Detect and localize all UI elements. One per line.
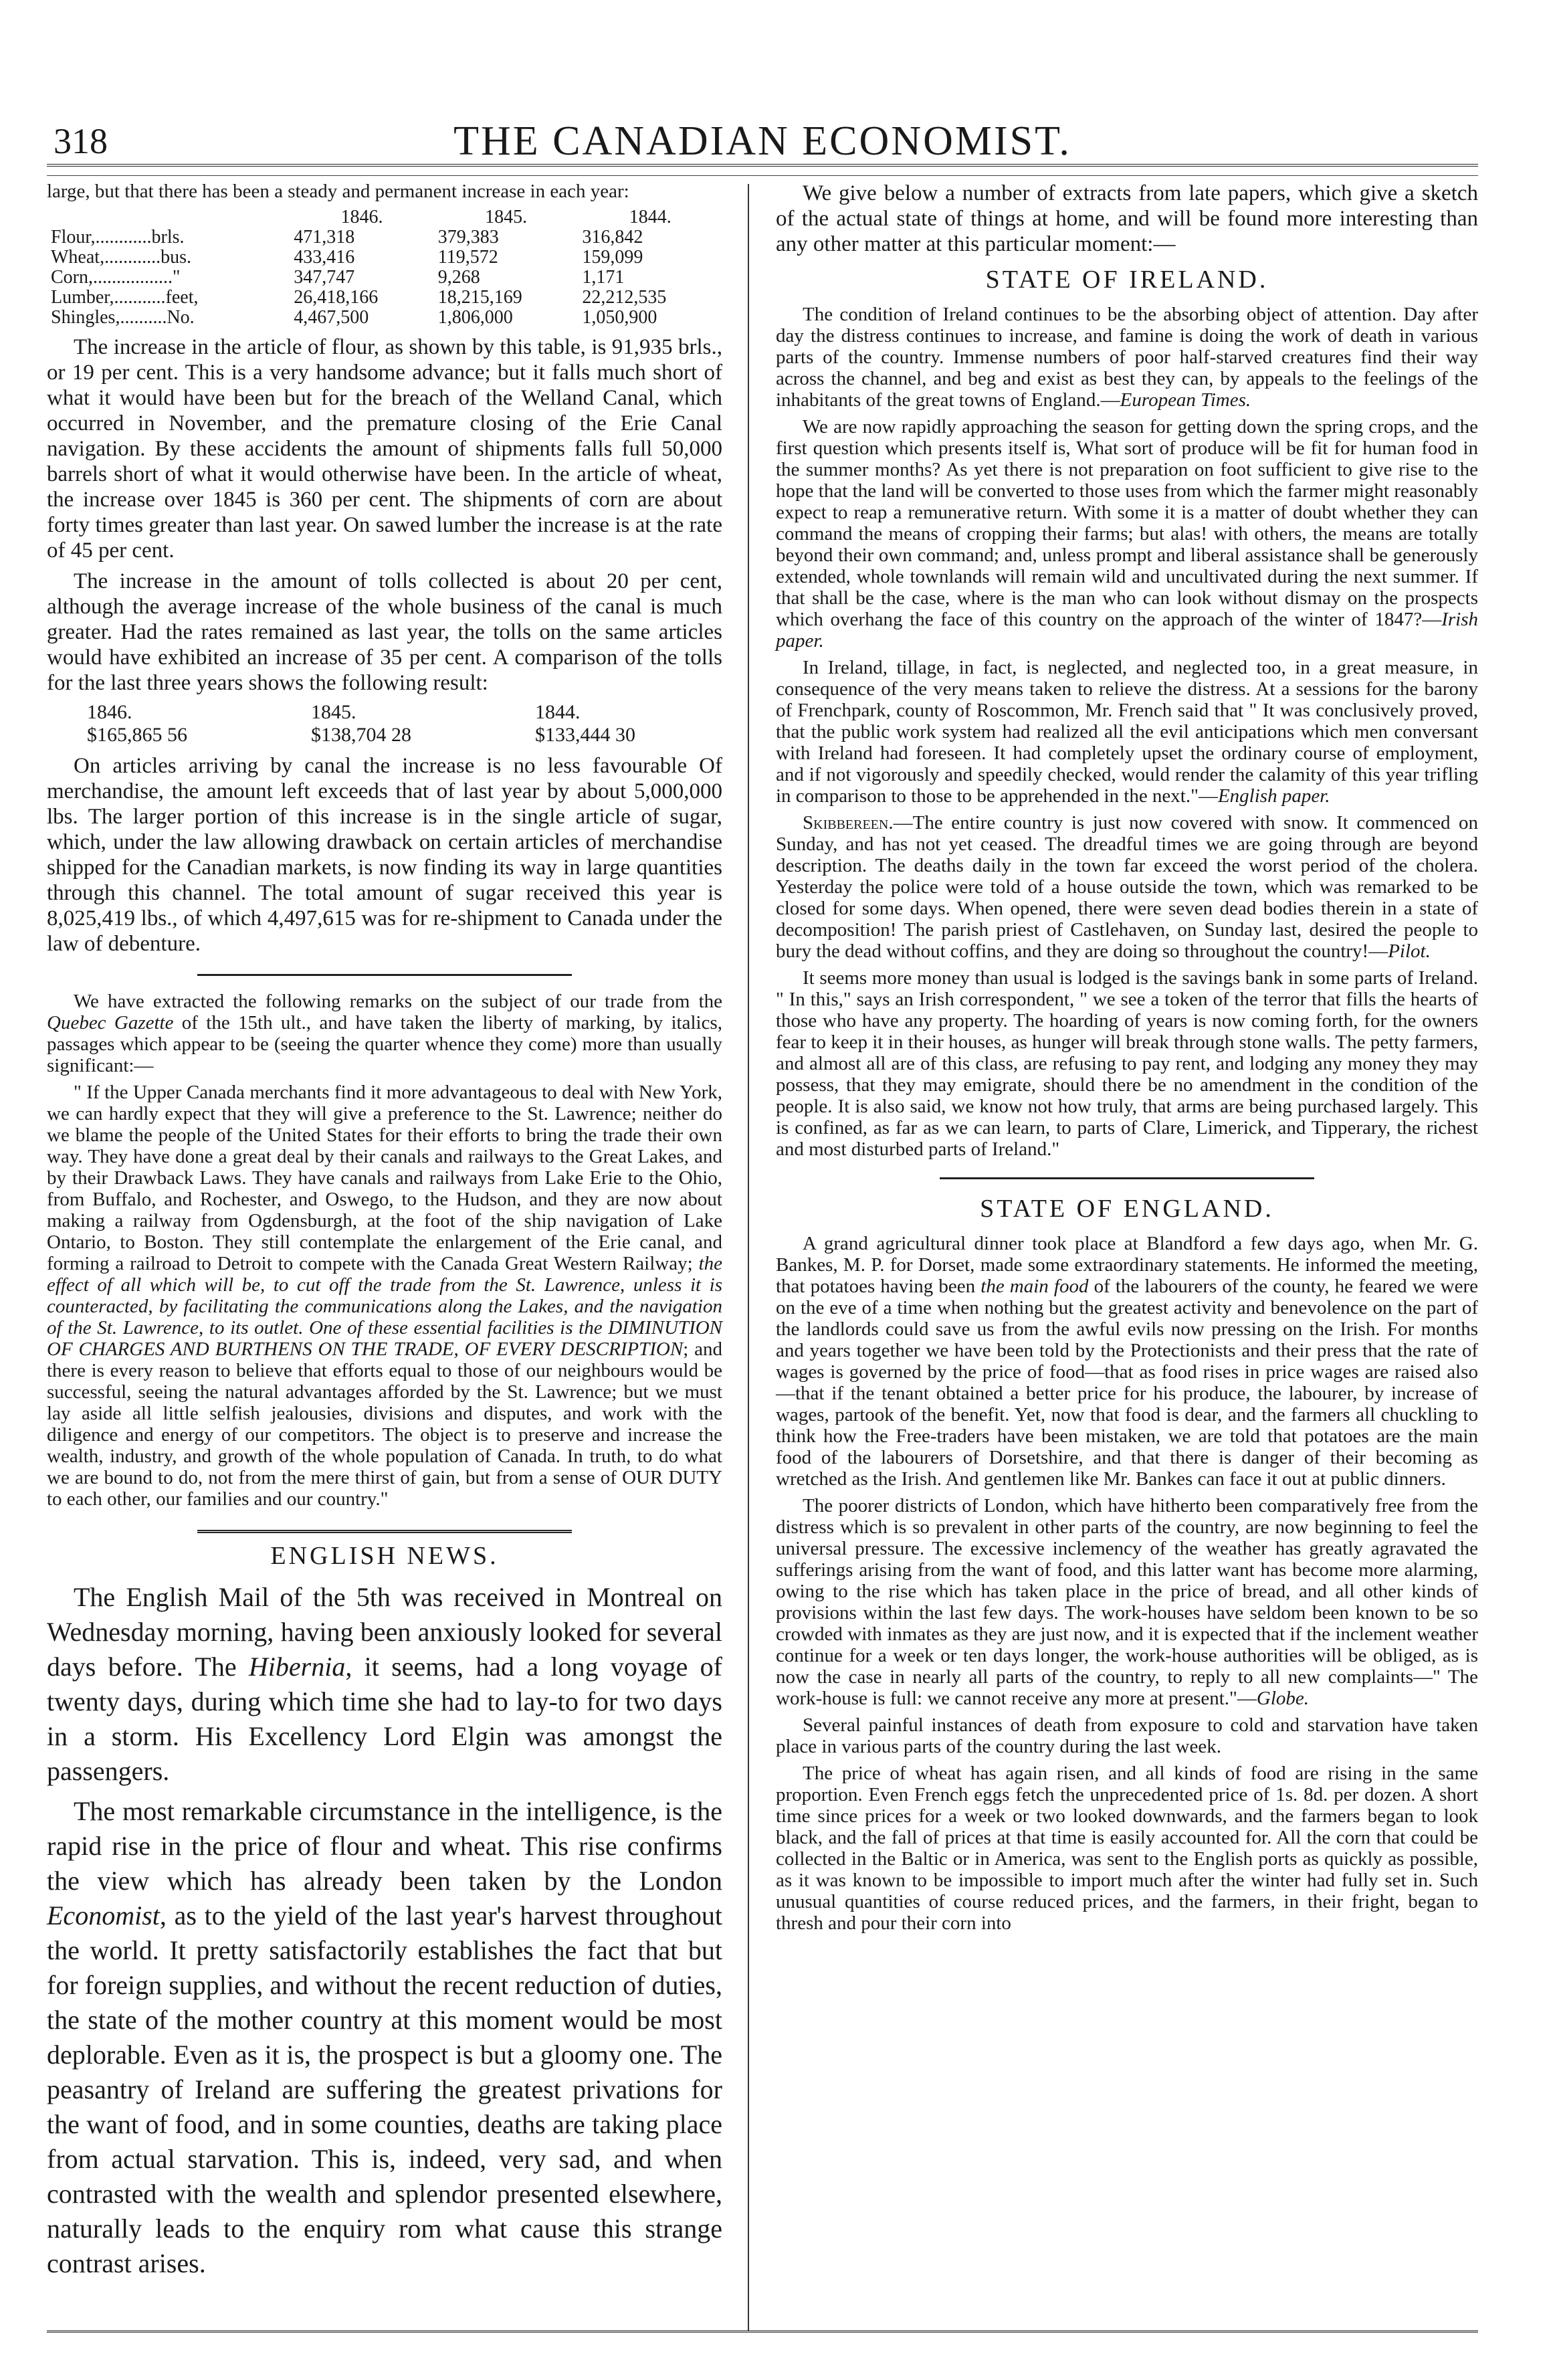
table-row (47, 288, 722, 308)
source-citation: Irish paper. (776, 609, 1478, 652)
ship-name: Hibernia (248, 1652, 346, 1682)
header-rule (47, 164, 1478, 167)
extracts-intro: We give below a number of extracts from late papers, which give a sketch of the actual state of things at home, and will be found more interesting than any other matter at this particular moment:— (776, 181, 1478, 256)
italic-passage: the effect of all which will be, to cut off the trade from the St. Lawrence, unless it is counteracted, by facilitating the communications along the Lakes, and the navigation of the St. Lawrence, to its outlet. One of these essential facilities is the DIMINUTION OF CHARGES AND BURTHENS ON THE TRADE, OF EVERY DESCRIPTION (47, 1253, 722, 1360)
table-cell: 119,572 (437, 247, 498, 268)
text-run: A grand agricultural dinner took place at Blandford a few days ago, when Mr. G. Bankes, M. P. for Dorset, made some extraordinary statements. He informed the meeting, that potatoes having been (776, 1233, 1478, 1297)
table-cell: Wheat,............bus. (51, 247, 191, 268)
sugar-paragraph: On articles arriving by canal the increase is no less favourable Of merchandise, the amount left exceeds that of last year by about 5,000,000 lbs. The larger portion of this increase is in the single article of sugar, which, under the law allowing drawback on certain articles of merchandise shipped for the Canadian markets, is now finding its way in large quantities through this channel. The total amount of sugar received this year is 8,025,419 lbs., of which 4,497,615 was for re-shipment to Canada under the law of debenture. (47, 754, 722, 956)
table-header-cell: 1846. (340, 207, 383, 227)
italic-passage: the main food (980, 1276, 1089, 1297)
table-cell: 347,747 (294, 267, 355, 288)
column-divider (748, 184, 749, 2331)
masthead-title: THE CANADIAN ECONOMIST. (453, 118, 1071, 164)
text-run: In Ireland, tillage, in fact, is neglected, and neglected too, in a great measure, in consequence of the very means taken to relieve the distress. At a sessions for the barony of Frenchpark, county of Roscommon, Mr. French said that " It was conclusively proved, that the public work system had realized all the evil anticipations which men conversant with Ireland had foreseen. It had completely upset the ordinary course of employment, and if not vigorously and speedily checked, would render the calamity of this year trifling in comparison to those to be apprehended in the next."— (776, 657, 1478, 807)
table-header-row (47, 207, 722, 227)
tolls-year: 1845. (311, 701, 356, 723)
trade-intro: large, but that there has been a steady and permanent increase in each year: (47, 181, 629, 202)
section-separator (197, 974, 572, 976)
text-run: The poorer districts of London, which have hitherto been comparatively free from the distress which is so prevalent in other parts of the country, are now beginning to feel the universal pressure. The excessive inclemency of the weather has greatly agravated the sufferings arising from the want of food, and this latter want has become more alarming, owing to the rise which has taken place in the price of bread, and all other kinds of provisions within the last few days. The work-houses have seldom been known to be so crowded with inmates as they are just now, and it is expected that if the inclement weather continue for a week or ten days longer, the work-house authorities will be obliged, as is now the case in nearly all parts of the country, to reply to all new complaints—" The work-house is full: we cannot receive any more at present."— (776, 1495, 1478, 1709)
table-row (47, 247, 722, 268)
tolls-paragraph: The increase in the amount of tolls collected is about 20 per cent, although the average increase of the whole business of the canal is much greater. Had the rates remained as last year, the tolls on the same articles would have exhibited an increase of 35 per cent. A comparison of the tolls for the last three years shows the following result: (47, 569, 722, 695)
table-row (47, 268, 722, 288)
table-row (47, 227, 722, 247)
header-rule-thin (47, 175, 1478, 176)
right-column (776, 181, 1478, 1939)
text-run: of the labourers of the county, he feared we were on the eve of a time when nothing but the greatest activity and benevolence on the part of the landlords could save us from the awful evils now pressing on the Irish. For months and years together we have been told by the Protectionists and their press that the rate of wages is governed by the price of food—that as food rises in price wages are raised also—that if the tenant obtained a better price for his produce, the labourer, by increase of wages, partook of the benefit. Yet, now that food is dear, and the farmers all chuckling to think how the Free-traders have been mistaken, we are told that potatoes are the main food of the labourers of Dorsetshire, and that there is danger of their becoming as wretched as the Irish. And gentlemen like Mr. Bankes can face it out at public dinners. (776, 1276, 1478, 1490)
text-run: , as to the yield of the last year's harvest throughout the world. It pretty satisfactorily establishes the fact that but for foreign supplies, and without the recent reduction of duties, the state of the mother country at this moment would be most deplorable. Even as it is, the prospect is but a gloomy one. The peasantry of Ireland are suffering the greatest privations for the want of food, and in some counties, deaths are taking place from actual starvation. This is, indeed, very sad, and when contrasted with the wealth and splendor presented elsewhere, naturally leads to the enquiry rom what cause this strange contrast arises. (47, 1900, 722, 2278)
page-number: 318 (54, 121, 108, 161)
footer-rule (47, 2331, 1478, 2333)
tolls-comparison (87, 701, 635, 747)
table-cell: Lumber,...........feet, (51, 287, 199, 308)
text-run: —The entire country is just now covered with snow. It commenced on Sunday, and has not yet ceased. The dreadful times we are going through are beyond description. The deaths daily in the town far exceed the worst period of the cholera. Yesterday the police were told of a house outside the town, which was remarked to be closed for some days. When opened, there were seven dead bodies therein in a state of decomposition! The parish priest of Castlehaven, on Sunday last, desired the people to bury the dead without coffins, and they are doing so throughout the country!— (776, 812, 1478, 962)
newspaper-page (47, 100, 1478, 2335)
england-paragraph (776, 1233, 1478, 1490)
tolls-amount: $133,444 30 (535, 724, 635, 746)
table-row (47, 308, 722, 328)
text-run: , it seems, had a long voyage of twenty days, during which time she had to lay-to for two days in a storm. His Excellency Lord Elgin was amongst the passengers. (47, 1652, 722, 1786)
section-separator (197, 1530, 572, 1533)
text-run: The most remarkable circumstance in the intelligence, is the rapid rise in the price of flour and wheat. This rise confirms the view which has already been taken by the London (47, 1796, 722, 1896)
table-cell: 9,268 (437, 267, 480, 288)
flour-rise-paragraph (47, 1794, 722, 2281)
tolls-amount: $138,704 28 (311, 724, 411, 746)
tolls-entry (535, 701, 635, 747)
tolls-year: 1846. (87, 701, 132, 723)
text-run: The condition of Ireland continues to be the absorbing object of attention. Day after day the distress continues to increase, and famine is doing the work of death in various parts of the country. Immense numbers of poor half-starved creatures find their way across the channel, and beg and exist as best they can, by appeals to the feelings of the inhabitants of the great towns of England.— (776, 304, 1478, 411)
ireland-paragraph: It seems more money than usual is lodged is the savings bank in some parts of Ireland. " In this," says an Irish correspondent, " we see a token of the terror that fills the hearts of those who have any property. The hoarding of years is now coming forth, for the owners fear to keep it in their houses, as hunger will break through stone walls. The petty farmers, and almost all are of this class, are refusing to pay rent, and lodging any money they may possess, that they may emigrate, should there be no amendment in the condition of the people. It is also said, we know not how truly, that arms are being purchased largely. This is confined, as far as we can learn, to parts of Clare, Limerick, and Tipperary, the richest and most disturbed parts of Ireland." (776, 967, 1478, 1160)
table-cell: 26,418,166 (294, 287, 379, 308)
text-run: The English Mail of the 5th was received in Montreal on Wednesday morning, having been anxiously looked for several days before. The (47, 1582, 722, 1682)
table-cell: 471,318 (294, 227, 355, 247)
table-header-cell (47, 207, 290, 227)
quebec-gazette-quote (47, 1082, 722, 1510)
source-citation: English paper. (1217, 785, 1330, 807)
england-paragraph: Several painful instances of death from exposure to cold and starvation have taken place in various parts of the country during the last week. (776, 1714, 1478, 1757)
table-cell: 1,171 (582, 267, 625, 288)
shipments-table (47, 207, 722, 328)
table-cell: 18,215,169 (437, 287, 522, 308)
text-run: of the 15th ult., and have taken the liberty of marking, by italics, passages which appear to be (seeing the quarter whence they come) more than usually significant:— (47, 1012, 722, 1076)
quebec-gazette-intro (47, 991, 722, 1076)
tolls-entry (311, 701, 411, 747)
england-paragraph: The price of wheat has again risen, and all kinds of food are rising in the same proportion. Even French eggs fetch the unprecedented price of 1s. 8d. per dozen. A short time since prices for a week or two looked downwards, and the farmers began to look black, and the fall of prices at that time is easily accounted for. All the corn that could be collected in the Baltic or in America, was sent to the English ports as quickly as possible, as it was known to be impossible to import much after the winter had fully set in. Such unusual quantities of course reduced prices, and the farmers, in their fright, began to thresh and pour their corn into (776, 1763, 1478, 1934)
text-run: We are now rapidly approaching the season for getting down the spring crops, and the first question which presents itself is, What sort of produce will be fit for human food in the summer months? As yet there is not preparation on foot sufficient to give rise to the hope that the land will be converted to those uses from which the farmer might reasonably expect to reap a remunerative return. With some it is a matter of doubt whether they can command the means of cropping their farms; but alas! with others, the means are totally beyond their own command; and, unless prompt and liberal assistance shall be generously extended, whole townlands will remain wild and uncultivated during the next summer. If that shall be the case, where is the man who can look without dismay on the prospects which overhang the face of this country on the approach of the winter of 1847?— (776, 416, 1478, 630)
table-cell: Shingles,..........No. (51, 307, 195, 328)
table-cell: 1,806,000 (437, 307, 513, 328)
table-cell: Corn,................." (51, 267, 181, 288)
ireland-paragraph (776, 657, 1478, 807)
text-run: ; and there is every reason to believe that efforts equal to those of our neighbours would be successful, seeing the natural advantages afforded by the St. Lawrence; but we must lay aside all little selfish jealousies, divisions and disputes, and work with the diligence and energy of our competitors. The object is to preserve and increase the wealth, industry, and growth of the whole population of Canada. In truth, to do what we are bound to do, not from the mere thirst of gain, but from a sense of OUR DUTY to each other, our families and our country." (47, 1338, 722, 1510)
table-cell: 433,416 (294, 247, 355, 268)
text-run: We have extracted the following remarks on the subject of our trade from the (74, 991, 722, 1012)
section-separator (940, 1177, 1314, 1179)
tolls-amount: $165,865 56 (87, 724, 187, 746)
english-mail-paragraph (47, 1580, 722, 1789)
tolls-entry (87, 701, 187, 747)
flour-paragraph: The increase in the article of flour, as shown by this table, is 91,935 brls., or 19 per cent. This is a very handsome advance; but it falls much short of what it would have been but for the breach of the Welland Canal, which occurred in November, and the premature closing of the Erie Canal navigation. By these accidents the amount of shipments falls full 50,000 barrels short of what it would otherwise have been. In the article of wheat, the increase over 1845 is 360 per cent. The shipments of corn are about forty times greater than last year. On sawed lumber the increase is at the rate of 45 per cent. (47, 335, 722, 563)
table-cell: 22,212,535 (582, 287, 667, 308)
state-of-england-heading: STATE OF ENGLAND. (980, 1195, 1274, 1223)
source-citation: Globe. (1256, 1688, 1309, 1709)
left-column (47, 181, 722, 2286)
table-cell: 4,467,500 (294, 307, 369, 328)
newspaper-name: Quebec Gazette (47, 1012, 174, 1033)
table-header-cell: 1845. (485, 207, 528, 227)
english-news-heading: ENGLISH NEWS. (270, 1542, 499, 1570)
tolls-year: 1844. (535, 701, 581, 723)
newspaper-name: Economist (47, 1900, 160, 1930)
table-cell: 316,842 (582, 227, 643, 247)
source-citation: Pilot. (1388, 940, 1431, 962)
table-cell: Flour,............brls. (51, 227, 185, 247)
england-paragraph (776, 1495, 1478, 1709)
ireland-paragraph (776, 416, 1478, 652)
table-cell: 379,383 (437, 227, 499, 247)
text-run: " If the Upper Canada merchants find it more advantageous to deal with New York, we can hardly expect that they will give a preference to the St. Lawrence; neither do we blame the people of the United States for their efforts to bring the trade their own way. They have done a great deal by their canals and railways to the Great Lakes, and by their Drawback Laws. They have canals and railways from Lake Erie to the Ohio, from Buffalo, and Rochester, and Oswego, to the Hudson, and they are now about making a railway from Ogdensburgh, at the foot of the ship navigation of Lake Ontario, to Boston. They still contemplate the enlargement of the Erie canal, and forming a railroad to Detroit to compete with the Canada Great Western Railway; (47, 1082, 722, 1274)
ireland-paragraph (776, 812, 1478, 962)
state-of-ireland-heading: STATE OF IRELAND. (985, 266, 1269, 294)
table-cell: 159,099 (582, 247, 643, 268)
ireland-paragraph (776, 304, 1478, 411)
table-cell: 1,050,900 (582, 307, 657, 328)
source-citation: European Times. (1120, 389, 1251, 411)
place-lead: Skibbereen. (803, 812, 894, 833)
table-header-cell: 1844. (629, 207, 671, 227)
